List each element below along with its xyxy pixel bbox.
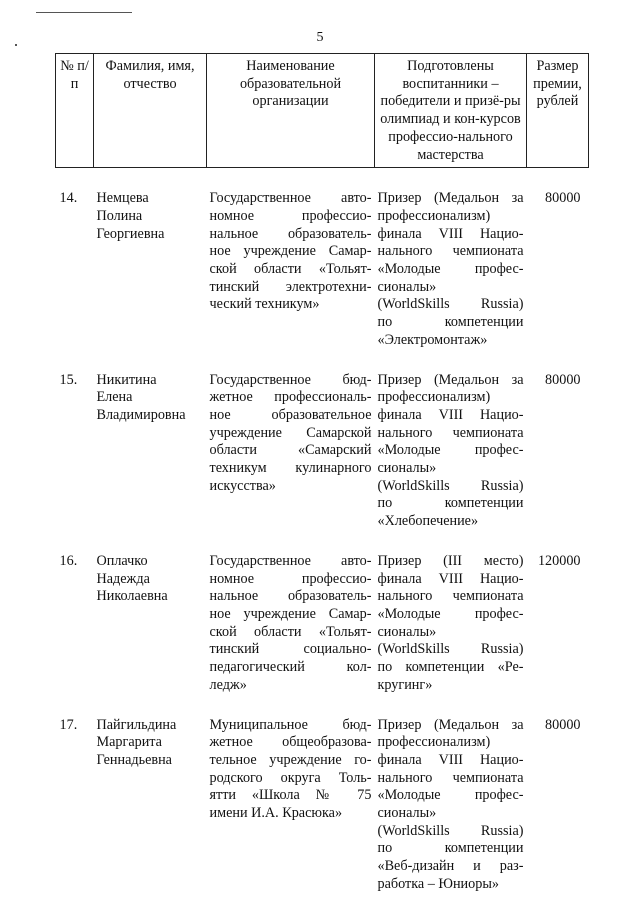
achievement-line: финала VIII Нацио- xyxy=(377,570,524,587)
person-name-line: Пайгильдина xyxy=(96,716,177,733)
table-row xyxy=(56,190,589,349)
organization-line: нальное образователь- xyxy=(209,588,372,605)
achievement-line: Призер (Медальон за xyxy=(377,371,524,388)
prize-amount: 120000 xyxy=(537,552,581,569)
organization-line: тинский социально- xyxy=(209,641,372,658)
person-name-line: Никитина xyxy=(96,371,157,388)
table-row xyxy=(56,717,589,894)
person-name-line: Геннадьевна xyxy=(96,751,172,768)
person-name-line: Маргарита xyxy=(96,734,162,751)
achievement-line: (WorldSkills Russia) xyxy=(377,641,524,658)
organization-line: ятти «Школа № 75 xyxy=(209,787,372,804)
header-name: Фамилия, имя, отчество xyxy=(94,54,207,168)
organization xyxy=(207,372,375,531)
organization-line: техникум кулинарного xyxy=(209,460,372,477)
organization-line: ской области «Тольят- xyxy=(209,623,372,640)
achievement-line: сионалы» xyxy=(377,278,437,295)
person-name xyxy=(94,553,207,695)
organization-line: номное профессио- xyxy=(209,207,372,224)
prize-amount: 80000 xyxy=(545,190,581,207)
organization-line: Муниципальное бюд- xyxy=(209,716,372,733)
person-name xyxy=(94,717,207,894)
organization-line: родского округа Толь- xyxy=(209,769,372,786)
prize-amount: 80000 xyxy=(545,716,581,733)
person-name xyxy=(94,372,207,531)
organization-line: Государственное авто- xyxy=(209,190,372,207)
organization-line: искусства» xyxy=(209,477,276,494)
organization-line: ской области «Тольят- xyxy=(209,261,372,278)
row-number: 14. xyxy=(59,190,78,207)
table-header xyxy=(56,54,589,168)
achievement-line: кругинг» xyxy=(377,676,433,693)
achievement-line: «Молодые профес- xyxy=(377,442,524,459)
achievement-line: (WorldSkills Russia) xyxy=(377,477,524,494)
achievement-line: по компетенции xyxy=(377,314,524,331)
prize-amount: 80000 xyxy=(545,371,581,388)
person-name-line: Полина xyxy=(96,207,143,224)
achievement-line: по компетенции «Ре- xyxy=(377,659,524,676)
person-name-line: Владимировна xyxy=(96,406,186,423)
achievement-line: «Молодые профес- xyxy=(377,787,524,804)
scan-mark xyxy=(36,12,132,13)
achievement-line: профессионализм) xyxy=(377,389,491,406)
achievement-line: профессионализм) xyxy=(377,207,491,224)
achievement-line: по компетенции xyxy=(377,495,524,512)
person-name-line: Николаевна xyxy=(96,588,168,605)
achievement-line: работка – Юниоры» xyxy=(377,875,499,892)
person-name-line: Немцева xyxy=(96,190,149,207)
organization-line: Государственное бюд- xyxy=(209,371,372,388)
achievement-line: «Хлебопечение» xyxy=(377,513,479,530)
organization-line: нальное образователь- xyxy=(209,225,372,242)
achievement xyxy=(375,190,527,349)
achievement-line: «Молодые профес- xyxy=(377,261,524,278)
organization-line: ное учреждение Самар- xyxy=(209,605,372,622)
achievement-line: (WorldSkills Russia) xyxy=(377,822,524,839)
row-number: 16. xyxy=(59,552,78,569)
achievement-line: по компетенции xyxy=(377,840,524,857)
table-row xyxy=(56,553,589,695)
row-number: 15. xyxy=(59,371,78,388)
row-number: 17. xyxy=(59,716,78,733)
achievement-line: «Веб-дизайн и раз- xyxy=(377,858,524,875)
organization-line: тинский электротехни- xyxy=(209,278,372,295)
achievement-line: нального чемпионата xyxy=(377,588,524,605)
organization xyxy=(207,717,375,894)
organization xyxy=(207,553,375,695)
achievement-line: нального чемпионата xyxy=(377,424,524,441)
achievement-line: финала VIII Нацио- xyxy=(377,406,524,423)
person-name xyxy=(94,190,207,349)
achievement xyxy=(375,553,527,695)
achievement-line: «Молодые профес- xyxy=(377,605,524,622)
organization-line: Государственное авто- xyxy=(209,552,372,569)
achievement xyxy=(375,717,527,894)
organization-line: ное учреждение Самар- xyxy=(209,243,372,260)
row-spacer xyxy=(56,168,589,191)
organization-line: жетное профессиональ- xyxy=(209,389,372,406)
organization-line: тельное учреждение го- xyxy=(209,751,372,768)
awards-table xyxy=(55,53,589,894)
achievement-line: сионалы» xyxy=(377,805,437,822)
achievement-line: нального чемпионата xyxy=(377,243,524,260)
achievement-line: Призер (Медальон за xyxy=(377,190,524,207)
achievement-line: сионалы» xyxy=(377,460,437,477)
person-name-line: Надежда xyxy=(96,570,150,587)
header-achievement: Подготовлены воспитанники – победители и призё-ры олимпиад и кон-курсов профессио-нального мастерства xyxy=(375,54,527,168)
achievement-line: (WorldSkills Russia) xyxy=(377,296,524,313)
person-name-line: Оплачко xyxy=(96,552,148,569)
achievement xyxy=(375,372,527,531)
table-body xyxy=(56,168,589,894)
organization-line: ческий техникум» xyxy=(209,296,320,313)
achievement-line: нального чемпионата xyxy=(377,769,524,786)
achievement-line: Призер (III место) xyxy=(377,552,524,569)
organization-line: области «Самарский xyxy=(209,442,372,459)
page-number: 5 xyxy=(316,30,324,45)
organization-line: педагогический кол- xyxy=(209,659,372,676)
achievement-line: «Электромонтаж» xyxy=(377,331,488,348)
row-spacer xyxy=(56,531,589,553)
achievement-line: Призер (Медальон за xyxy=(377,716,524,733)
achievement-line: финала VIII Нацио- xyxy=(377,751,524,768)
person-name-line: Елена xyxy=(96,389,133,406)
organization-line: ное образовательное xyxy=(209,406,372,423)
organization-line: номное профессио- xyxy=(209,570,372,587)
row-spacer xyxy=(56,695,589,717)
organization-line: жетное общеобразова- xyxy=(209,734,372,751)
organization-line: ледж» xyxy=(209,676,247,693)
person-name-line: Георгиевна xyxy=(96,225,165,242)
header-prize: Размер премии, рублей xyxy=(527,54,589,168)
header-org: Наименование образовательной организации xyxy=(207,54,375,168)
organization-line: имени И.А. Красюка» xyxy=(209,805,343,822)
table-row xyxy=(56,372,589,531)
organization-line: учреждение Самарской xyxy=(209,424,372,441)
organization xyxy=(207,190,375,349)
row-spacer xyxy=(56,350,589,372)
achievement-line: профессионализм) xyxy=(377,734,491,751)
header-num: № п/п xyxy=(56,54,94,168)
achievement-line: сионалы» xyxy=(377,623,437,640)
achievement-line: финала VIII Нацио- xyxy=(377,225,524,242)
